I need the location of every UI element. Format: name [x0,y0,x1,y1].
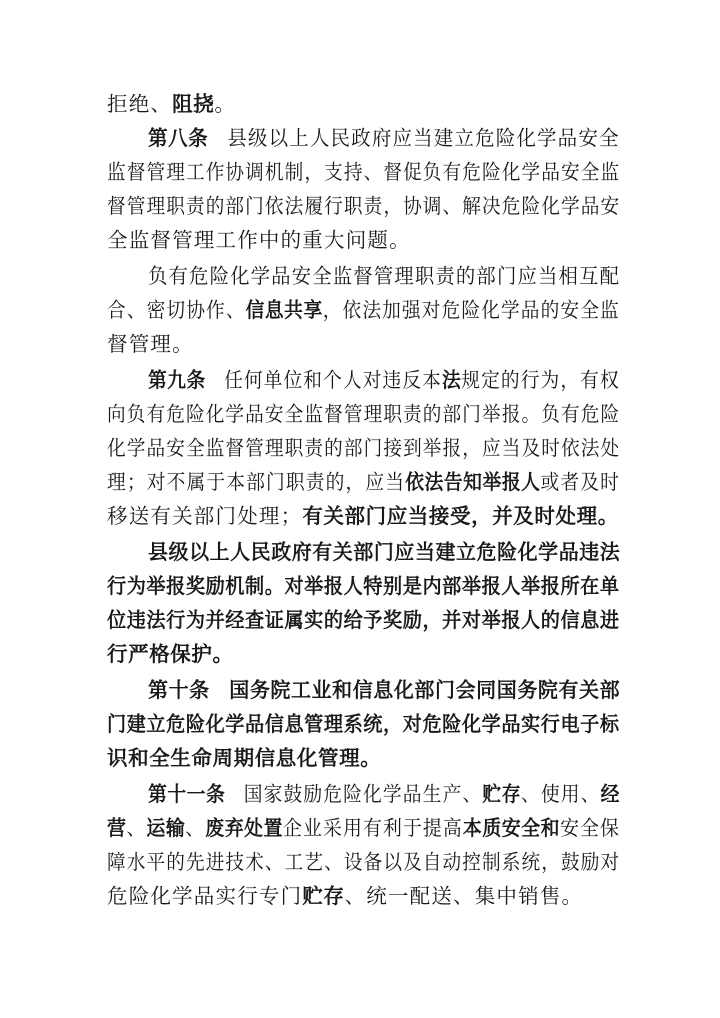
text-segment: 障水平的先进技术、工艺、设备以及自动控制系统，鼓励对 [107,850,621,874]
text-line [107,741,381,775]
emphasized-text: 运输 [146,816,186,840]
text-segment: 安全保 [560,816,621,840]
text-segment: 任何单位和个人对违反本 [224,368,443,392]
emphasized-text: 门建立危险化学品信息管理系统，对危险化学品实行电子标 [107,712,620,736]
text-segment: 督管理。 [107,332,194,356]
text-segment: 。 [214,92,237,116]
text-line [107,397,620,431]
text-line [107,811,620,845]
paragraph-start-line [148,535,620,569]
text-segment: 向负有危险化学品安全监督管理职责的部门举报。负有危险 [107,402,621,426]
text-segment: 或者及时 [540,470,621,494]
text-line [107,327,194,361]
emphasized-text: 行严格保护。 [107,642,234,666]
article-9-heading-line [148,363,620,397]
text-line [107,223,411,257]
article-number: 第十条 [148,678,210,702]
article-number: 第十一条 [148,782,226,806]
emphasized-text: 有关部门应当接受，并及时处理。 [302,504,619,528]
emphasized-text: 法 [442,368,462,392]
text-line [107,637,234,671]
emphasized-text: 依法告知举报人 [405,470,541,494]
text-line [107,499,619,533]
text-segment: 企业采用有利于提高 [283,816,463,840]
emphasized-text: 阻挠 [172,92,215,116]
text-line [107,155,620,189]
text-segment: 合、密切协作、 [107,298,246,322]
paragraph-start-line [148,259,620,293]
text-line [107,465,620,499]
text-segment: 监督管理工作协调机制，支持、督促负有危险化学品安全监 [107,160,621,184]
text-segment: 、 [185,816,206,840]
emphasized-text: 识和全生命周期信息化管理。 [107,746,382,770]
text-segment: 理；对不属于本部门职责的，应当 [107,470,406,494]
text-segment: 化学品安全监督管理职责的部门接到举报，应当及时依法处 [107,436,621,460]
text-line [107,569,620,603]
emphasized-text: 国务院工业和信息化部门会同国务院有关部 [229,678,621,702]
emphasized-text: 行为举报奖励机制。对举报人特别是内部举报人举报所在单 [107,574,620,598]
text-line [107,189,620,223]
emphasized-text: 本质安全和 [462,816,561,840]
text-line [107,603,620,637]
text-segment: 危险化学品实行专门 [107,884,303,908]
text-line [107,87,236,121]
text-line [107,431,620,465]
text-segment: 县级以上人民政府应当建立危险化学品安全 [227,126,620,150]
emphasized-text: 贮存 [302,884,345,908]
emphasized-text: 县级以上人民政府有关部门应当建立危险化学品违法 [148,540,621,564]
text-segment: 、统一配送、集中销售。 [344,884,584,908]
text-segment: ，依法加强对危险化学品的安全监 [322,298,620,322]
text-segment: 负有危险化学品安全监督管理职责的部门应当相互配 [148,264,621,288]
text-segment: 、使用、 [521,782,601,806]
text-line [107,293,620,327]
text-segment: 规定的行为，有权 [461,368,620,392]
text-segment: 国家鼓励危险化学品生产、 [243,782,483,806]
text-line [107,879,583,913]
text-segment: 拒绝、 [107,92,173,116]
emphasized-text: 贮存 [482,782,522,806]
article-number: 第九条 [148,368,206,392]
emphasized-text: 废弃处置 [205,816,284,840]
text-segment: 移送有关部门处理； [107,504,303,528]
emphasized-text: 信息共享 [245,298,323,322]
text-segment: 督管理职责的部门依法履行职责，协调、解决危险化学品安 [107,194,621,218]
emphasized-text: 经 [600,782,620,806]
article-number: 第八条 [148,126,209,150]
text-segment: 全监督管理工作中的重大问题。 [107,228,411,252]
emphasized-text: 营 [107,816,127,840]
text-line [107,845,620,879]
article-10-heading-line [148,673,620,707]
text-segment: 、 [126,816,147,840]
article-8-heading-line [148,121,620,155]
emphasized-text: 位违法行为并经查证属实的给予奖励，并对举报人的信息进 [107,608,620,632]
text-line [107,707,620,741]
article-11-heading-line [148,777,620,811]
